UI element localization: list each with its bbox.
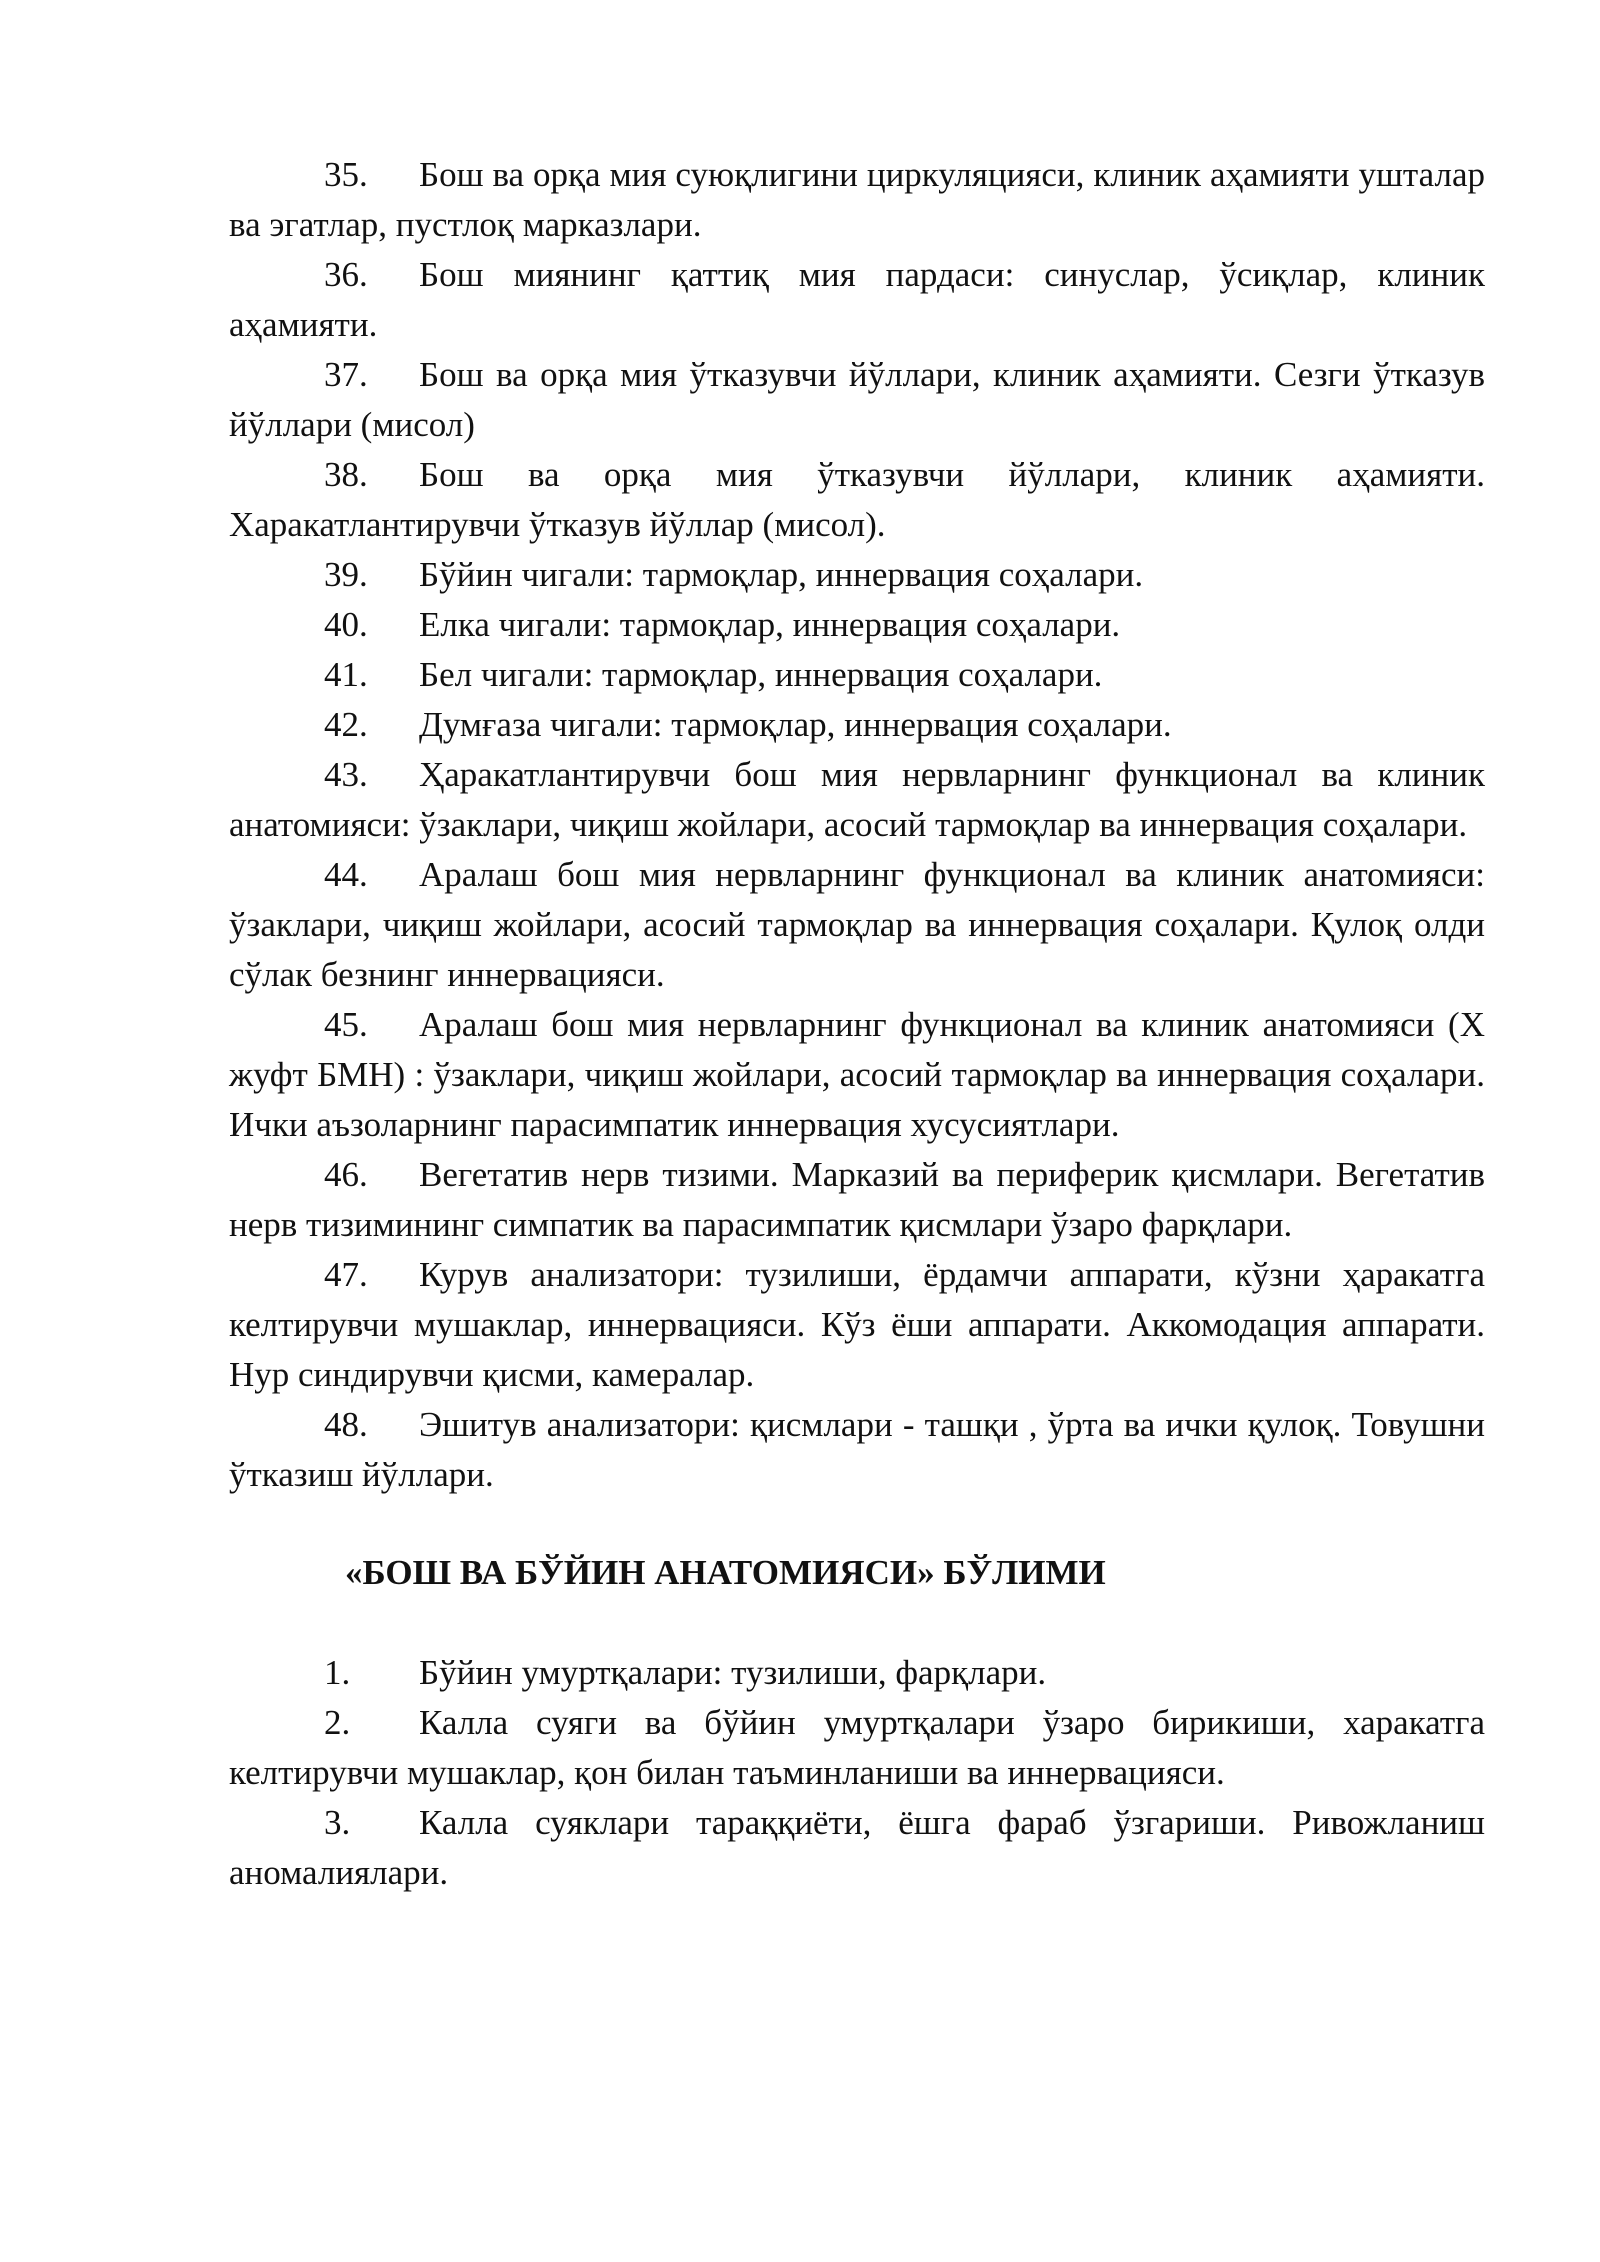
item-text: Вегетатив нерв тизими. Марказий ва периферик қисмлари. Вегетатив нерв тизимининг симпатик ва парасимпатик қисмлари ўзаро фарқлари. (229, 1155, 1485, 1244)
item-number: 3. (324, 1803, 351, 1842)
item-text: Калла суяги ва бўйин умуртқалари ўзаро бирикиши, харакатга келтирувчи мушаклар, қон билан таъминланиши ва иннервацияси. (229, 1703, 1485, 1792)
item-text: Аралаш бош мия нервларнинг функционал ва клиник анатомияси (X жуфт БМН) : ўзаклари, чиқиш жойлари, асосий тармоқлар ва иннервация соҳалари. Ички аъзоларнинг парасимпатик иннервация хусусиятлари. (229, 1005, 1485, 1144)
item-text: Бош ва орқа мия суюқлигини циркуляцияси, клиник аҳамияти ушталар ва эгатлар, пустлоқ марказлари. (229, 155, 1485, 244)
list-item (229, 850, 1485, 1000)
list-item (229, 1648, 1485, 1698)
list-item (229, 600, 1485, 650)
item-text: Елка чигали: тармоқлар, иннервация соҳалари. (419, 605, 1121, 644)
list-item (229, 550, 1485, 600)
item-number: 40. (324, 605, 368, 644)
item-number: 42. (324, 705, 368, 744)
item-text: Курув анализатори: тузилиши, ёрдамчи аппарати, кўзни ҳаракатга келтирувчи мушаклар, иннервацияси. Кўз ёши аппарати. Аккомодация аппарати. Нур синдирувчи қисми, камералар. (229, 1255, 1485, 1394)
item-text: Думғаза чигали: тармоқлар, иннервация соҳалари. (419, 705, 1172, 744)
item-text: Аралаш бош мия нервларнинг функционал ва клиник анатомияси: ўзаклари, чиқиш жойлари, асосий тармоқлар ва иннервация соҳалари. Қулоқ олди сўлак безнинг иннервацияси. (229, 855, 1485, 994)
item-number: 48. (324, 1405, 368, 1444)
list-item (229, 150, 1485, 250)
list-item (229, 450, 1485, 550)
list-item (229, 1798, 1485, 1898)
item-text: Бош ва орқа мия ўтказувчи йўллари, клиник аҳамияти. Харакатлантирувчи ўтказув йўллар (мисол). (229, 455, 1485, 544)
list-item (229, 250, 1485, 350)
item-text: Эшитув анализатори: қисмлари - ташқи , ўрта ва ички қулоқ. Товушни ўтказиш йўллари. (229, 1405, 1485, 1494)
item-number: 44. (324, 855, 368, 894)
list-item (229, 750, 1485, 850)
item-number: 41. (324, 655, 368, 694)
list-item (229, 650, 1485, 700)
item-text: Бош ва орқа мия ўтказувчи йўллари, клиник аҳамияти. Сезги ўтказув йўллари (мисол) (229, 355, 1485, 444)
item-text: Бел чигали: тармоқлар, иннервация соҳалари. (419, 655, 1103, 694)
item-text: Бўйин чигали: тармоқлар, иннервация соҳалари. (419, 555, 1144, 594)
item-number: 47. (324, 1255, 368, 1294)
item-number: 39. (324, 555, 368, 594)
item-text: Бўйин умуртқалари: тузилиши, фарқлари. (419, 1653, 1047, 1692)
item-number: 2. (324, 1703, 351, 1742)
list-item (229, 350, 1485, 450)
item-number: 38. (324, 455, 368, 494)
item-number: 46. (324, 1155, 368, 1194)
document-page (229, 150, 1485, 1898)
list-item (229, 1000, 1485, 1150)
item-number: 45. (324, 1005, 368, 1044)
item-number: 37. (324, 355, 368, 394)
question-list-head-neck (229, 1648, 1485, 1898)
list-item (229, 1400, 1485, 1500)
list-item (229, 1250, 1485, 1400)
item-text: Бош миянинг қаттиқ мия пардаси: синуслар, ўсиқлар, клиник аҳамияти. (229, 255, 1485, 344)
item-number: 35. (324, 155, 368, 194)
item-number: 1. (324, 1653, 351, 1692)
section-heading: «БОШ ВА БЎЙИН АНАТОМИЯСИ» БЎЛИМИ (345, 1553, 1106, 1592)
item-number: 36. (324, 255, 368, 294)
list-item (229, 1698, 1485, 1798)
list-item (229, 700, 1485, 750)
list-item (229, 1150, 1485, 1250)
item-text: Ҳаракатлантирувчи бош мия нервларнинг функционал ва клиник анатомияси: ўзаклари, чиқиш жойлари, асосий тармоқлар ва иннервация соҳалари. (229, 755, 1485, 844)
item-text: Калла суяклари тараққиёти, ёшга фараб ўзгариши. Ривожланиш аномалиялари. (229, 1803, 1485, 1892)
item-number: 43. (324, 755, 368, 794)
question-list-continued (229, 150, 1485, 1500)
